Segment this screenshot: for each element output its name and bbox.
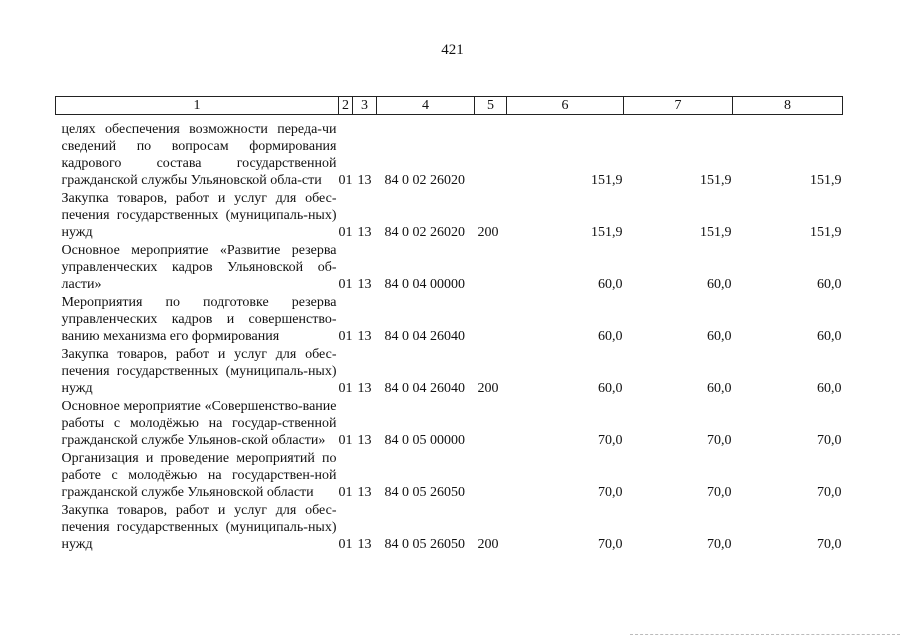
amount-cell: 60,0 [598, 381, 623, 396]
amount-cell: 60,0 [598, 329, 623, 344]
amount-cell: 60,0 [817, 381, 842, 396]
section-code-cell: 01 [338, 485, 353, 500]
table-header [56, 97, 843, 115]
column-header: 1 [56, 97, 339, 115]
name-cell: Закупка товаров, работ и услуг для обес-печения государственных (муниципаль-ных) нужд [61, 347, 337, 396]
column-header: 5 [475, 97, 507, 115]
name-cell: Мероприятия по подготовке резерва управленческих кадров и совершенство-ванию механизма его формирования [61, 295, 337, 344]
subsection-code-cell: 13 [357, 537, 372, 552]
column-header: 7 [624, 97, 733, 115]
expense-type-cell [475, 115, 507, 191]
amount-cell: 151,9 [591, 225, 623, 240]
name-cell: Основное мероприятие «Развитие резерва управленческих кадров Ульяновской об-ласти» [61, 243, 337, 292]
section-code-cell: 01 [338, 173, 353, 188]
amount-cell: 70,0 [817, 433, 842, 448]
target-article-cell: 84 0 05 00000 [384, 433, 465, 448]
column-header: 4 [377, 97, 475, 115]
amount-cell: 60,0 [817, 277, 842, 292]
amount-cell: 151,9 [810, 225, 842, 240]
table-row [56, 346, 843, 398]
subsection-code-cell: 13 [357, 173, 372, 188]
amount-cell: 60,0 [817, 329, 842, 344]
subsection-code-cell: 13 [357, 485, 372, 500]
section-code-cell: 01 [338, 225, 353, 240]
expense-type-cell [475, 450, 507, 502]
amount-cell: 70,0 [707, 537, 732, 552]
subsection-code-cell: 13 [357, 381, 372, 396]
expense-type-cell: 200 [477, 381, 499, 396]
expense-type-cell: 200 [477, 225, 499, 240]
name-cell: Организация и проведение мероприятий по работе с молодёжью на государствен-ной гражданской службе Ульяновской области [61, 451, 337, 500]
name-cell: Основное мероприятие «Совершенство-вание работы с молодёжью на государ-ственной гражданской службе Ульянов-ской области» [61, 399, 337, 448]
subsection-code-cell: 13 [357, 329, 372, 344]
expense-type-cell: 200 [477, 537, 499, 552]
section-code-cell: 01 [338, 381, 353, 396]
table-body [56, 115, 843, 555]
section-code-cell: 01 [338, 537, 353, 552]
amount-cell: 151,9 [810, 173, 842, 188]
amount-cell: 70,0 [598, 485, 623, 500]
amount-cell: 70,0 [817, 537, 842, 552]
name-cell: Закупка товаров, работ и услуг для обес-печения государственных (муниципаль-ных) нужд [61, 191, 337, 240]
table-row [56, 502, 843, 554]
amount-cell: 70,0 [707, 433, 732, 448]
column-header: 6 [507, 97, 624, 115]
table-row [56, 115, 843, 191]
table-row [56, 190, 843, 242]
amount-cell: 60,0 [707, 381, 732, 396]
amount-cell: 70,0 [598, 537, 623, 552]
amount-cell: 151,9 [700, 225, 732, 240]
target-article-cell: 84 0 02 26020 [384, 173, 465, 188]
expense-type-cell [475, 242, 507, 294]
scan-edge-mark [630, 634, 900, 636]
page-number: 421 [441, 42, 464, 58]
target-article-cell: 84 0 05 26050 [384, 485, 465, 500]
column-header: 2 [339, 97, 353, 115]
amount-cell: 70,0 [817, 485, 842, 500]
subsection-code-cell: 13 [357, 225, 372, 240]
target-article-cell: 84 0 02 26020 [384, 225, 465, 240]
name-cell: целях обеспечения возможности переда-чи сведений по вопросам формирования кадрового состава государственной гражданской службы Ульяновской обла-сти [61, 122, 337, 188]
table-row [56, 294, 843, 346]
expense-type-cell [475, 398, 507, 450]
section-code-cell: 01 [338, 277, 353, 292]
target-article-cell: 84 0 04 26040 [384, 329, 465, 344]
amount-cell: 60,0 [707, 329, 732, 344]
amount-cell: 70,0 [707, 485, 732, 500]
target-article-cell: 84 0 05 26050 [384, 537, 465, 552]
amount-cell: 60,0 [598, 277, 623, 292]
budget-table [55, 96, 843, 554]
target-article-cell: 84 0 04 00000 [384, 277, 465, 292]
section-code-cell: 01 [338, 329, 353, 344]
table-row [56, 242, 843, 294]
name-cell: Закупка товаров, работ и услуг для обес-печения государственных (муниципаль-ных) нужд [61, 503, 337, 552]
amount-cell: 60,0 [707, 277, 732, 292]
amount-cell: 151,9 [591, 173, 623, 188]
target-article-cell: 84 0 04 26040 [384, 381, 465, 396]
table-row [56, 398, 843, 450]
section-code-cell: 01 [338, 433, 353, 448]
subsection-code-cell: 13 [357, 433, 372, 448]
table-row [56, 450, 843, 502]
amount-cell: 70,0 [598, 433, 623, 448]
column-header: 8 [733, 97, 843, 115]
expense-type-cell [475, 294, 507, 346]
amount-cell: 151,9 [700, 173, 732, 188]
subsection-code-cell: 13 [357, 277, 372, 292]
column-header: 3 [353, 97, 377, 115]
